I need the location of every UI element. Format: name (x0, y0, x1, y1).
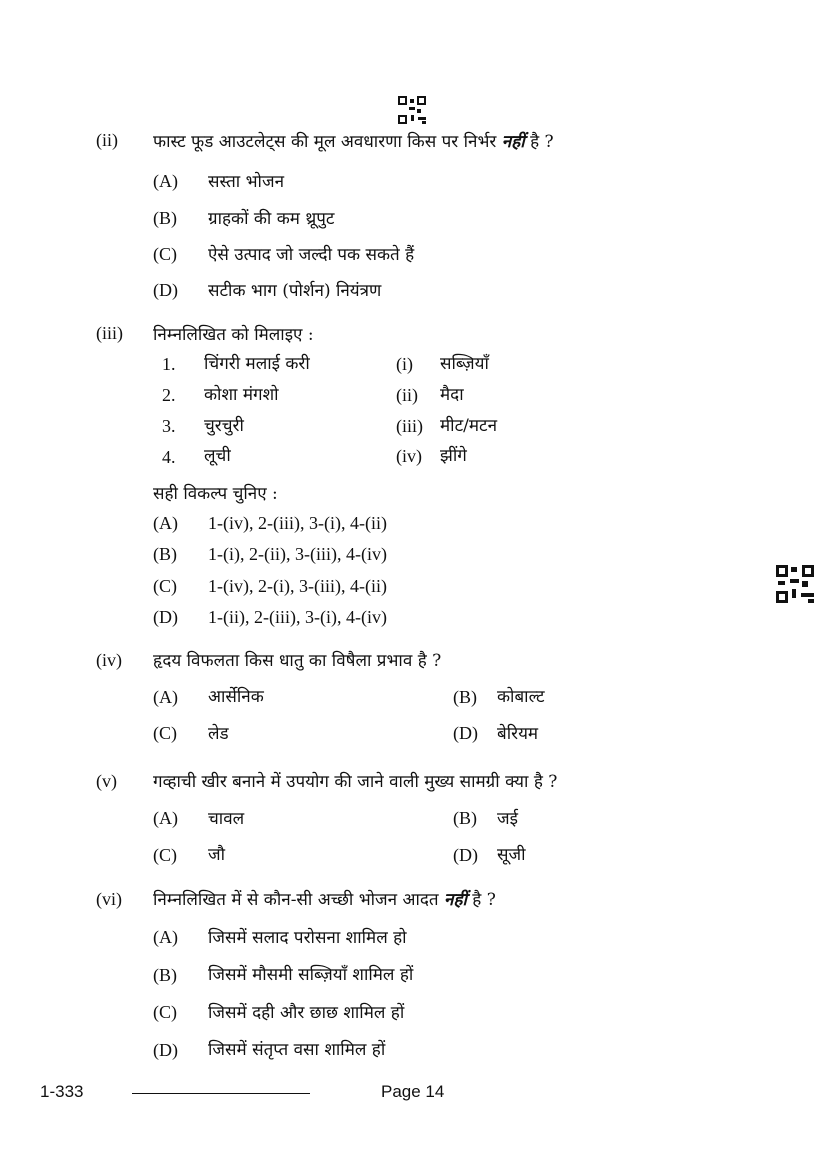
option-text: ऐसे उत्पाद जो जल्दी पक सकते हैं (208, 245, 415, 265)
instruction-text: सही विकल्प चुनिए : (153, 484, 278, 504)
option-label: (B) (153, 965, 177, 985)
option-text: बेरियम (497, 724, 539, 744)
option-text: जौ (208, 845, 226, 865)
option-label: (C) (153, 845, 177, 865)
question-text: निम्नलिखित को मिलाइए : (153, 325, 314, 345)
option-label: (C) (153, 723, 177, 743)
paper-code: 1-333 (40, 1082, 84, 1101)
option-text: ग्राहकों की कम थ्रूपुट (208, 209, 335, 229)
question-number: (v) (96, 771, 117, 791)
emphasis-not: नहीं (501, 132, 525, 152)
option-text: जिसमें सलाद परोसना शामिल हो (208, 928, 407, 948)
option-text: सस्ता भोजन (208, 172, 285, 192)
match-right-text: मैदा (440, 385, 464, 405)
match-left-label: 3. (162, 416, 176, 436)
match-left-label: 2. (162, 385, 176, 405)
option-text: 1-(i), 2-(ii), 3-(iii), 4-(iv) (208, 544, 387, 564)
option-label: (A) (153, 687, 178, 707)
match-right-text: मीट/मटन (440, 416, 498, 436)
option-label: (C) (153, 244, 177, 264)
option-label: (B) (153, 544, 177, 564)
match-right-label: (i) (396, 354, 413, 374)
question-number: (iv) (96, 650, 122, 670)
question-number: (iii) (96, 323, 123, 343)
option-label: (D) (453, 845, 478, 865)
match-right-label: (ii) (396, 385, 418, 405)
question-text-part: फास्ट फूड आउटलेट्स की मूल अवधारणा किस पर निर्भर (153, 132, 497, 152)
match-right-text: सब्ज़ियाँ (440, 354, 489, 374)
option-label: (C) (153, 576, 177, 596)
emphasis-not: नहीं (444, 890, 467, 910)
option-text: चावल (208, 809, 245, 829)
option-text: जिसमें दही और छाछ शामिल हों (208, 1003, 405, 1023)
qr-code-side (776, 565, 814, 603)
option-label: (A) (153, 927, 178, 947)
option-label: (D) (153, 607, 178, 627)
question-text-part: है ? (472, 890, 496, 910)
qr-code-top (398, 96, 426, 124)
option-label: (B) (153, 208, 177, 228)
option-text: 1-(iv), 2-(iii), 3-(i), 4-(ii) (208, 513, 387, 533)
match-left-text: कोशा मंगशो (204, 385, 279, 405)
footer-rule (132, 1093, 310, 1094)
option-text: आर्सेनिक (208, 687, 264, 707)
question-text-part: है ? (530, 132, 554, 152)
match-left-text: चिंगरी मलाई करी (204, 354, 310, 374)
option-label: (B) (453, 808, 477, 828)
question-text (153, 887, 496, 910)
match-right-label: (iii) (396, 416, 423, 436)
question-number: (ii) (96, 130, 118, 150)
option-label: (D) (453, 723, 478, 743)
option-label: (D) (153, 1040, 178, 1060)
option-text: कोबाल्ट (497, 687, 545, 707)
option-text: जिसमें संतृप्त वसा शामिल हों (208, 1040, 386, 1060)
match-left-text: चुरचुरी (204, 416, 244, 436)
option-label: (A) (153, 171, 178, 191)
question-text-part: निम्नलिखित में से कौन-सी अच्छी भोजन आदत (153, 890, 439, 910)
match-right-label: (iv) (396, 446, 422, 466)
question-text: गव्हाची खीर बनाने में उपयोग की जाने वाली मुख्य सामग्री क्या है ? (153, 772, 558, 792)
option-text: जिसमें मौसमी सब्ज़ियाँ शामिल हों (208, 965, 414, 985)
match-left-text: लूची (204, 446, 231, 466)
option-label: (D) (153, 280, 178, 300)
match-right-text: झींगे (440, 446, 467, 466)
question-text: हृदय विफलता किस धातु का विषैला प्रभाव है ? (153, 651, 442, 671)
question-number: (vi) (96, 889, 122, 909)
option-label: (A) (153, 808, 178, 828)
option-text: लेड (208, 724, 229, 744)
option-text: 1-(ii), 2-(iii), 3-(i), 4-(iv) (208, 607, 387, 627)
option-label: (B) (453, 687, 477, 707)
page-number: Page 14 (381, 1082, 445, 1101)
match-left-label: 4. (162, 447, 176, 467)
option-text: 1-(iv), 2-(i), 3-(iii), 4-(ii) (208, 576, 387, 596)
match-left-label: 1. (162, 354, 176, 374)
option-text: सटीक भाग (पोर्शन) नियंत्रण (208, 281, 382, 301)
question-text (153, 129, 554, 152)
option-text: जई (497, 809, 518, 829)
option-label: (A) (153, 513, 178, 533)
option-label: (C) (153, 1002, 177, 1022)
option-text: सूजी (497, 845, 526, 865)
